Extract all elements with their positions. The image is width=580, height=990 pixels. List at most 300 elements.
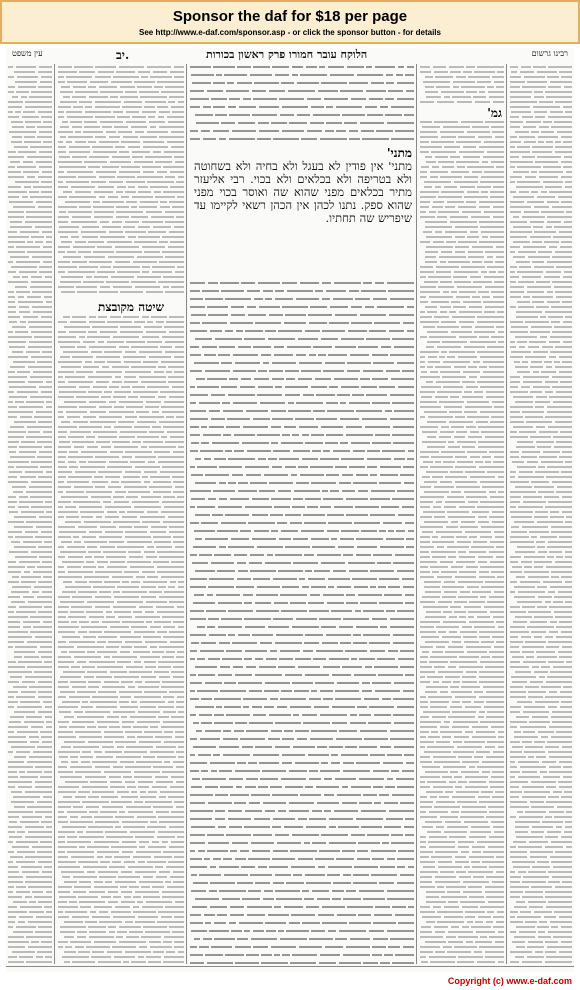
text-line [461, 86, 485, 88]
text-line [220, 786, 233, 788]
text-line [327, 410, 354, 412]
text-line [174, 156, 184, 158]
text-line [60, 931, 75, 933]
text-line [524, 706, 545, 708]
text-line [194, 362, 219, 364]
text-line [303, 514, 325, 516]
text-line [96, 171, 116, 173]
text-line [92, 326, 118, 328]
text-line [443, 461, 455, 463]
text-line [99, 911, 108, 913]
text-line [442, 596, 456, 598]
text-line [58, 416, 64, 418]
text-line [347, 66, 364, 68]
text-line [214, 698, 241, 700]
text-line [479, 671, 504, 673]
text-line [71, 186, 95, 188]
text-line [243, 594, 253, 596]
text-line [33, 311, 52, 313]
text-line [162, 251, 184, 253]
text-line [351, 786, 371, 788]
text-line [450, 471, 463, 473]
text-line [89, 581, 102, 583]
text-line [319, 962, 336, 964]
text-line [86, 276, 92, 278]
text-line [109, 931, 115, 933]
text-line [238, 570, 248, 572]
text-line [277, 842, 301, 844]
text-line [106, 836, 133, 838]
text-line [118, 616, 132, 618]
text-line [374, 666, 398, 668]
text-line [19, 501, 43, 503]
text-line [61, 541, 72, 543]
sponsor-subtitle[interactable]: See http://www.e-daf.com/sponsor.asp - or click the sponsor button - for details [139, 28, 441, 37]
text-line [489, 651, 504, 653]
text-line [222, 658, 242, 660]
text-line [479, 636, 490, 638]
text-line [537, 656, 557, 658]
text-line [8, 461, 29, 463]
text-line [42, 871, 52, 873]
text-line [226, 834, 251, 836]
text-line [151, 316, 167, 318]
text-line [420, 571, 430, 573]
text-line [213, 106, 225, 108]
text-line [167, 141, 184, 143]
text-line [358, 914, 371, 916]
text-line [24, 136, 35, 138]
text-line [58, 631, 75, 633]
text-line [61, 241, 72, 243]
text-line [468, 871, 493, 873]
text-line [75, 141, 86, 143]
text-line [209, 578, 234, 580]
text-line [293, 498, 303, 500]
text-line [8, 116, 19, 118]
text-line [278, 490, 291, 492]
text-line [561, 836, 572, 838]
text-line [126, 201, 137, 203]
text-line [8, 241, 25, 243]
text-line [145, 156, 172, 158]
text-line [65, 781, 88, 783]
text-line [450, 156, 460, 158]
text-line [437, 346, 461, 348]
text-line [469, 601, 485, 603]
text-line [37, 566, 52, 568]
text-line [97, 856, 103, 858]
text-line [109, 386, 119, 388]
text-line [40, 81, 52, 83]
text-line [510, 511, 533, 513]
text-line [145, 931, 170, 933]
text-line [134, 321, 145, 323]
text-line [161, 511, 184, 513]
text-line [95, 596, 111, 598]
text-line [350, 938, 370, 940]
text-line [551, 716, 572, 718]
text-line [472, 591, 491, 593]
text-line [425, 616, 446, 618]
text-line [279, 658, 293, 660]
text-line [515, 336, 537, 338]
text-line [161, 361, 184, 363]
text-line [555, 251, 572, 253]
text-line [563, 276, 572, 278]
text-line [434, 121, 458, 123]
text-line [151, 526, 167, 528]
text-line [219, 482, 226, 484]
text-line [38, 611, 52, 613]
text-line [243, 426, 268, 428]
text-line [461, 771, 479, 773]
text-line [24, 141, 41, 143]
text-line [349, 82, 368, 84]
text-line [482, 861, 504, 863]
copyright-link[interactable]: Copyright (c) www.e-daf.com [447, 976, 572, 986]
text-line [61, 761, 68, 763]
text-line [486, 691, 504, 693]
text-line [481, 431, 504, 433]
text-line [103, 501, 111, 503]
text-line [59, 711, 71, 713]
text-line [253, 578, 270, 580]
text-line [463, 636, 477, 638]
text-line [486, 701, 504, 703]
text-line [77, 831, 83, 833]
text-line [329, 818, 353, 820]
text-line [293, 450, 310, 452]
text-line [190, 946, 197, 948]
text-line [257, 394, 282, 396]
text-line [463, 156, 480, 158]
text-line [21, 576, 41, 578]
text-line [546, 366, 552, 368]
text-line [173, 621, 184, 623]
text-line [536, 306, 549, 308]
text-line [28, 921, 52, 923]
text-line [482, 486, 504, 488]
text-line [228, 818, 251, 820]
sponsor-banner[interactable] [0, 0, 580, 44]
text-line [46, 241, 52, 243]
text-line [537, 156, 561, 158]
text-line [58, 451, 67, 453]
text-line [71, 666, 80, 668]
text-line [510, 431, 517, 433]
text-line [337, 394, 350, 396]
text-line [212, 514, 223, 516]
text-line [135, 456, 156, 458]
text-line [327, 874, 340, 876]
text-line [553, 791, 562, 793]
sponsor-title[interactable]: Sponsor the daf for $18 per page [172, 8, 408, 25]
text-line [529, 531, 549, 533]
text-line [169, 631, 184, 633]
text-line [122, 456, 132, 458]
text-line [62, 121, 68, 123]
text-line [392, 794, 414, 796]
text-line [302, 458, 318, 460]
text-line [94, 906, 112, 908]
text-line [527, 291, 544, 293]
text-line [134, 506, 161, 508]
text-line [93, 206, 114, 208]
text-line [106, 616, 115, 618]
text-line [13, 206, 35, 208]
text-line [253, 346, 271, 348]
text-line [496, 166, 504, 168]
text-line [24, 656, 39, 658]
text-line [336, 106, 362, 108]
text-line [272, 362, 296, 364]
text-line [448, 901, 458, 903]
text-line [117, 176, 135, 178]
text-line [289, 802, 314, 804]
text-line [510, 246, 520, 248]
text-line [88, 461, 106, 463]
text-line [123, 776, 132, 778]
text-line [372, 442, 391, 444]
text-line [59, 756, 68, 758]
text-line [512, 461, 524, 463]
text-line [394, 746, 414, 748]
text-line [60, 356, 70, 358]
text-line [485, 251, 504, 253]
text-line [100, 91, 123, 93]
text-line [559, 71, 572, 73]
text-line [276, 634, 303, 636]
text-line [194, 594, 204, 596]
text-line [532, 666, 539, 668]
text-line [62, 876, 70, 878]
text-line [113, 266, 140, 268]
text-line [497, 311, 504, 313]
text-line [534, 111, 547, 113]
text-line [230, 914, 244, 916]
text-line [8, 216, 24, 218]
text-line [222, 898, 240, 900]
text-line [41, 821, 52, 823]
text-line [387, 282, 414, 284]
text-line [79, 736, 102, 738]
text-line [559, 231, 572, 233]
text-line [343, 954, 370, 956]
text-line [143, 636, 161, 638]
text-line [126, 341, 145, 343]
text-line [475, 101, 490, 103]
text-line [435, 851, 458, 853]
text-line [158, 831, 184, 833]
text-line [455, 696, 476, 698]
text-line [371, 874, 397, 876]
text-line [207, 850, 228, 852]
text-line [452, 711, 476, 713]
text-line [82, 786, 108, 788]
text-line [531, 191, 538, 193]
text-line [14, 756, 26, 758]
text-line [174, 356, 184, 358]
text-line [559, 356, 572, 358]
text-line [120, 326, 141, 328]
text-line [69, 651, 85, 653]
text-line [332, 890, 344, 892]
text-line [41, 116, 52, 118]
text-line [472, 296, 480, 298]
text-line [210, 906, 227, 908]
text-line [204, 858, 210, 860]
text-line [45, 956, 52, 958]
text-line [8, 401, 13, 403]
text-line [142, 906, 163, 908]
text-line [478, 516, 487, 518]
text-line [430, 371, 438, 373]
text-line [173, 536, 184, 538]
text-line [16, 926, 36, 928]
text-line [149, 591, 162, 593]
text-line [253, 66, 270, 68]
text-line [527, 81, 547, 83]
text-line [58, 556, 65, 558]
text-line [482, 161, 488, 163]
text-line [382, 698, 391, 700]
text-line [36, 916, 52, 918]
text-line [489, 936, 504, 938]
text-line [455, 226, 478, 228]
text-line [385, 786, 395, 788]
text-line [163, 191, 184, 193]
text-line [64, 716, 74, 718]
text-line [408, 906, 414, 908]
text-line [423, 711, 450, 713]
text-line [237, 66, 251, 68]
text-line [225, 954, 244, 956]
text-line [563, 766, 572, 768]
text-line [27, 156, 52, 158]
text-line [403, 322, 414, 324]
text-line [493, 616, 504, 618]
text-line [8, 561, 16, 563]
text-line [373, 938, 388, 940]
text-line [354, 522, 380, 524]
text-line [520, 581, 540, 583]
text-line [474, 626, 495, 628]
text-line [125, 766, 151, 768]
text-line [149, 121, 165, 123]
text-line [58, 131, 73, 133]
text-line [79, 71, 95, 73]
text-line [510, 636, 518, 638]
text-line [88, 796, 99, 798]
text-line [74, 541, 81, 543]
text-line [128, 146, 140, 148]
text-line [12, 846, 29, 848]
text-line [58, 196, 67, 198]
text-line [83, 636, 96, 638]
text-line [97, 666, 123, 668]
text-line [548, 901, 572, 903]
text-line [67, 481, 89, 483]
text-line [144, 731, 162, 733]
text-line [349, 922, 371, 924]
text-line [478, 441, 504, 443]
text-line [450, 606, 461, 608]
text-line [235, 722, 247, 724]
text-line [565, 186, 572, 188]
text-line [319, 618, 341, 620]
text-line [511, 111, 531, 113]
text-line [33, 626, 52, 628]
text-line [379, 882, 394, 884]
text-line [117, 601, 143, 603]
text-line [297, 738, 307, 740]
text-line [428, 736, 440, 738]
text-line [492, 401, 504, 403]
text-line [428, 276, 451, 278]
text-line [27, 566, 35, 568]
text-line [12, 586, 31, 588]
text-line [197, 386, 219, 388]
text-line [495, 261, 504, 263]
text-line [292, 506, 305, 508]
text-line [233, 402, 257, 404]
text-line [190, 866, 207, 868]
text-line [528, 696, 543, 698]
text-line [8, 356, 28, 358]
text-line [219, 866, 239, 868]
text-line [75, 91, 98, 93]
text-line [434, 666, 445, 668]
text-line [238, 482, 248, 484]
text-line [237, 82, 252, 84]
text-line [157, 106, 168, 108]
text-line [58, 516, 64, 518]
text-line [547, 216, 572, 218]
text-line [162, 236, 184, 238]
text-line [38, 651, 52, 653]
text-line [255, 658, 263, 660]
text-line [208, 314, 228, 316]
text-line [387, 122, 414, 124]
text-line [513, 256, 525, 258]
text-line [373, 786, 383, 788]
text-line [17, 831, 25, 833]
text-line [545, 816, 552, 818]
text-line [275, 554, 302, 556]
text-line [323, 594, 344, 596]
text-line [143, 756, 155, 758]
text-line [464, 606, 481, 608]
text-line [289, 122, 307, 124]
text-line [152, 271, 172, 273]
text-line [35, 786, 52, 788]
text-line [93, 251, 114, 253]
text-line [251, 842, 274, 844]
text-line [530, 621, 547, 623]
text-line [427, 341, 440, 343]
text-line [16, 246, 40, 248]
text-line [161, 576, 184, 578]
text-line [322, 330, 345, 332]
text-line [449, 351, 475, 353]
text-line [498, 271, 504, 273]
text-line [214, 922, 226, 924]
text-line [475, 326, 494, 328]
text-line [490, 236, 504, 238]
text-line [490, 561, 504, 563]
text-line [342, 802, 357, 804]
